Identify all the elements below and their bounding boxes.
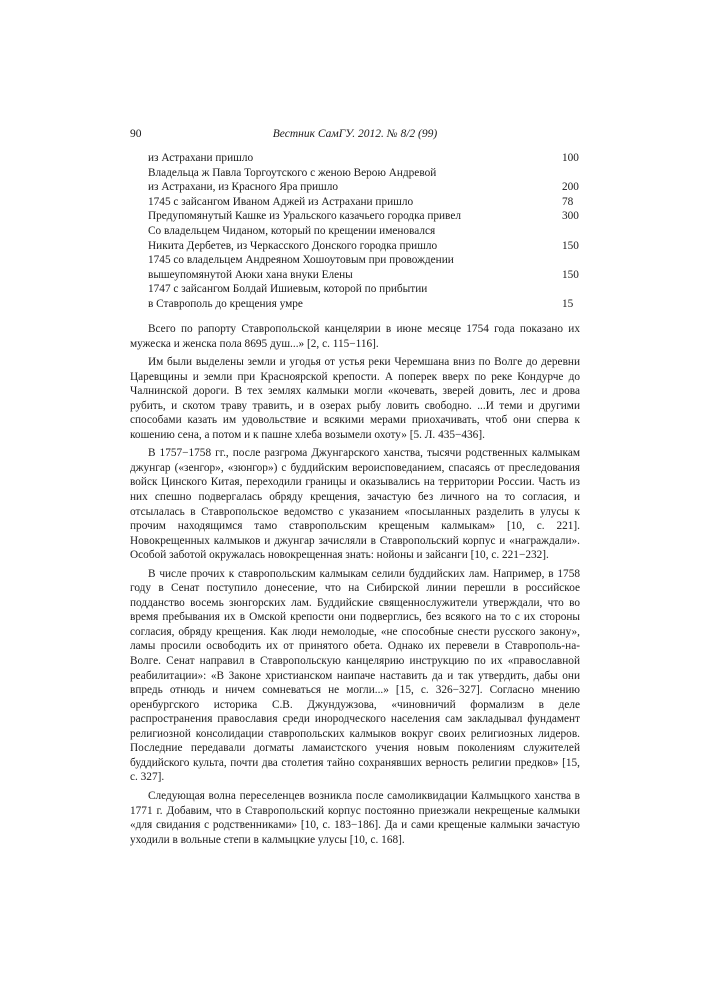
table-row-value: 15 [562,297,574,310]
settlement-table [148,151,580,312]
table-row-text: Владельца ж Павла Торгоутского с женою Верою Андревой [148,166,437,179]
table-row-value: 78 [562,195,574,208]
table-row-text: из Астрахани, из Красного Яра пришло [148,181,339,194]
paragraph: В 1757−1758 гг., после разгрома Джунгарского ханства, тысячи родственных калмыкам джунгар («зенгор», «зюнгор») с буддийским вероисповеданием, спасаясь от преследования войск Цинского Китая, переходили границы и оказывались на территории России. Часть из них спешно подвергалась обряду крещения, зачастую без личного на то согласия, и отсылалась в Ставропольское ведомство с указанием «посыланных разделить в улусы к прочим находящимся тамо ставропольским крещеным калмыкам» [10, с. 221]. Новокрещенных калмыков и джунгар зачисляли в Ставропольский корпус и «награждали». Особой заботой окружалась новокрещенная знать: нойоны и зайсанги [10, с. 221−232]. [130,447,580,562]
table-row [148,195,580,210]
table-row-text: в Ставрополь до крещения умре [148,297,303,310]
paragraph: В числе прочих к ставропольским калмыкам селили буддийских лам. Например, в 1758 году в Сенат поступило донесение, что на Сибирской линии перешли в российское подданство восемь зюнгорских лам. Буддийские священнослужители утверждали, что во время пребывания их в Омской крепости они подверглись, без всякого на то с их стороны согласия, обряду крещения. Как люди немолодые, «не способные снести русского закону», ламы просили освободить их от принятого обета. Однако их перевели в Ставрополь-на-Волге. Сенат направил в Ставропольскую канцелярию инструкцию по их «православной реабилитации»: «В Законе христианском наипаче наставить да и так утвердить, дабы они впредь отнюдь и ничем сомневаться не могли...» [15, с. 326−327]. Согласно мнению оренбургского историка С.В. Джундужзова, «чиновничий формализм в деле распространения православия среди инородческого населения сам закладывал фундамент религиозной консолидации ставропольских калмыков вокруг своих религиозных лидеров. Последние передавали догматы ламаистского учения новым поколениям служителей буддийского культа, почти два столетия тайно сохранявших верность религии предков» [15, с. 327]. [130,567,580,784]
running-header [130,126,580,142]
table-row-value: 200 [562,181,579,194]
table-row-value: 100 [562,152,579,164]
table-row-text: 1745 с зайсангом Иваном Аджей из Астрахани пришло [148,195,414,208]
table-row-text: Никита Дербетев, из Черкасского Донского городка пришло [148,239,438,252]
table-row-text: Со владельцем Чиданом, который по крещении именовался [148,224,436,237]
table-row [148,180,580,195]
table-row-text: из Астрахани пришло [148,152,254,164]
table-row-value: 150 [562,268,579,281]
table-row [148,151,580,166]
table-row-text: 1745 со владельцем Андреяном Хошоутовым при провождении [148,254,454,267]
journal-title: Вестник СамГУ. 2012. № 8/2 (99) [272,128,438,140]
table-row [148,268,580,283]
table-row-value: 150 [562,239,579,252]
body-text [130,322,580,851]
table-row [148,253,580,268]
table-row-text: вышеупомянутой Аюки хана внуки Елены [148,268,353,281]
table-row [148,224,580,239]
table-row [148,239,580,254]
paragraph: Всего по рапорту Ставропольской канцелярии в июне месяце 1754 года показано их мужеска и женска пола 8695 душ...» [2, с. 115−116]. [130,323,580,350]
table-row-text: 1747 с зайсангом Болдай Ишиевым, которой по прибытии [148,283,428,296]
table-row [148,282,580,297]
page-number: 90 [130,128,142,140]
table-row-value: 300 [562,210,579,223]
paragraph: Следующая волна переселенцев возникла после самоликвидации Калмыцкого ханства в 1771 г. Добавим, что в Ставропольский корпус постоянно приезжали некрещеные калмыки «для свидания с родственниками» [10, с. 183−186]. Да и сами крещеные калмыки зачастую уходили в вольные степи в калмыцкие улусы [10, с. 168]. [130,789,580,846]
table-row [148,209,580,224]
table-row-text: Предупомянутый Кашке из Уральского казачьего городка привел [148,210,461,223]
paragraph: Им были выделены земли и угодья от устья реки Черемшана вниз по Волге до деревни Царевщины и земли при Красноярской крепости. А поперек вверх по реке Кондурче до Чалнинской дороги. В тех землях калмыки могли «кочевать, зверей довить, лес и дрова рубить, и скотом траву травить, и в озерах рыбу ловить свободно. ...И теми и другими способами казать им удовольствие и всякими мерами приохачивать, чтоб они сперва к кошению сена, а потом и к пашне хлеба возымели охоту» [5. Л. 435−436]. [130,356,580,441]
table-row [148,166,580,181]
table-row [148,297,580,312]
